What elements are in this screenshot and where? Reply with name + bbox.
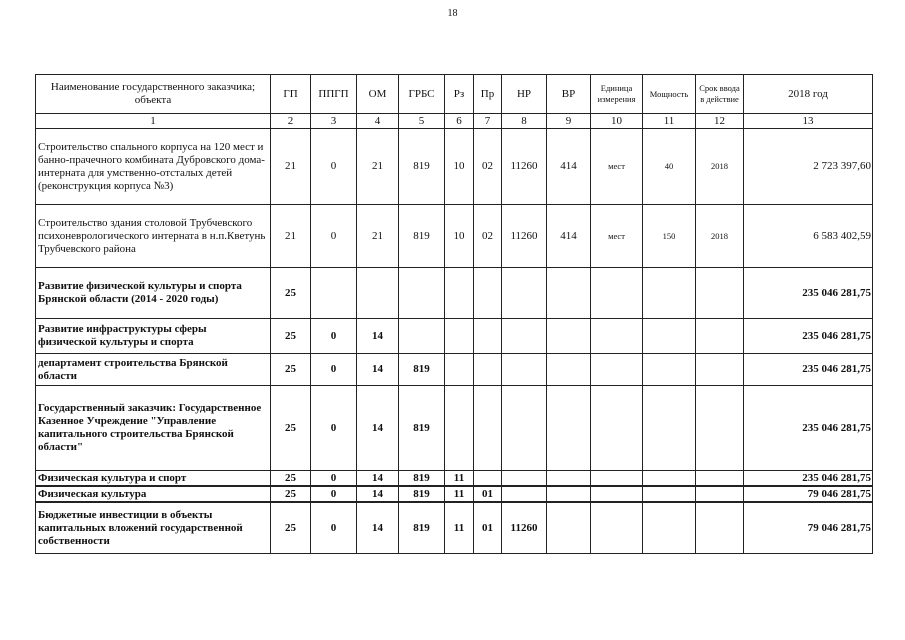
cell-ppgp: 0 [311,386,357,471]
cell-unit [591,486,643,502]
cell-ppgp: 0 [311,502,357,554]
cell-vr: 414 [547,129,591,205]
column-number: 11 [643,114,696,129]
cell-ppgp [311,268,357,319]
cell-vr [547,268,591,319]
column-number: 2 [271,114,311,129]
cell-term [696,486,744,502]
object-name: Бюджетные инвестиции в объекты капитальных вложений государственной собственности [36,502,271,554]
cell-capacity: 150 [643,205,696,268]
cell-term [696,268,744,319]
cell-unit [591,471,643,487]
cell-pr: 01 [474,502,502,554]
cell-rz: 11 [445,502,474,554]
header-unit: Единица измерения [591,75,643,114]
table-row [36,268,873,319]
cell-grbs: 819 [399,205,445,268]
cell-pr: 02 [474,129,502,205]
cell-pr [474,354,502,386]
cell-grbs: 819 [399,502,445,554]
column-number: 10 [591,114,643,129]
cell-rz: 11 [445,486,474,502]
header-vr: ВР [547,75,591,114]
cell-vr: 414 [547,205,591,268]
header-pr: Пр [474,75,502,114]
cell-term [696,319,744,354]
cell-pr [474,471,502,487]
cell-ppgp: 0 [311,129,357,205]
cell-grbs: 819 [399,386,445,471]
table-header-row [36,75,873,114]
cell-capacity [643,354,696,386]
cell-term [696,502,744,554]
table-row [36,354,873,386]
cell-term [696,386,744,471]
cell-grbs: 819 [399,486,445,502]
cell-capacity [643,319,696,354]
cell-nr [502,319,547,354]
cell-grbs [399,319,445,354]
cell-amount: 79 046 281,75 [744,502,873,554]
object-name: Государственный заказчик: Государственное Казенное Учреждение "Управление капитального строительства Брянской области" [36,386,271,471]
object-name: Физическая культура [36,486,271,502]
table-row [36,205,873,268]
cell-amount: 6 583 402,59 [744,205,873,268]
cell-nr [502,486,547,502]
cell-nr [502,386,547,471]
cell-term [696,354,744,386]
cell-ppgp: 0 [311,354,357,386]
object-name: Физическая культура и спорт [36,471,271,487]
cell-term [696,471,744,487]
cell-om: 14 [357,386,399,471]
cell-unit: мест [591,205,643,268]
cell-nr: 11260 [502,205,547,268]
column-number: 9 [547,114,591,129]
column-number-row [36,114,873,129]
header-gp: ГП [271,75,311,114]
cell-vr [547,486,591,502]
cell-amount: 235 046 281,75 [744,268,873,319]
header-year: 2018 год [744,75,873,114]
cell-amount: 2 723 397,60 [744,129,873,205]
header-nr: НР [502,75,547,114]
cell-capacity [643,486,696,502]
cell-pr [474,386,502,471]
object-name: Строительство спального корпуса на 120 мест и банно-прачечного комбината Дубровского дома-интерната для умственно-отсталых детей (реконструкция корпуса №3) [36,129,271,205]
cell-gp: 25 [271,268,311,319]
cell-rz [445,354,474,386]
cell-capacity: 40 [643,129,696,205]
page-number: 18 [447,8,458,19]
cell-vr [547,319,591,354]
cell-capacity [643,502,696,554]
column-number: 3 [311,114,357,129]
cell-om: 14 [357,319,399,354]
object-name: Развитие инфраструктуры сферы физической культуры и спорта [36,319,271,354]
cell-amount: 235 046 281,75 [744,319,873,354]
cell-grbs: 819 [399,354,445,386]
cell-unit [591,319,643,354]
cell-rz [445,319,474,354]
cell-rz [445,268,474,319]
column-number: 6 [445,114,474,129]
column-number: 8 [502,114,547,129]
cell-nr: 11260 [502,129,547,205]
cell-grbs: 819 [399,129,445,205]
header-ppgp: ППГП [311,75,357,114]
cell-nr [502,471,547,487]
cell-nr [502,268,547,319]
cell-gp: 21 [271,129,311,205]
cell-term: 2018 [696,129,744,205]
cell-om: 14 [357,471,399,487]
cell-om [357,268,399,319]
cell-capacity [643,386,696,471]
column-number: 1 [36,114,271,129]
table-row [36,129,873,205]
cell-capacity [643,471,696,487]
cell-amount: 235 046 281,75 [744,471,873,487]
cell-capacity [643,268,696,319]
cell-ppgp: 0 [311,471,357,487]
object-name: Развитие физической культуры и спорта Брянской области (2014 - 2020 годы) [36,268,271,319]
object-name: Строительство здания столовой Трубчевского психоневрологического интерната в н.п.Кветунь Трубчевского района [36,205,271,268]
cell-unit: мест [591,129,643,205]
cell-amount: 235 046 281,75 [744,354,873,386]
cell-ppgp: 0 [311,486,357,502]
cell-pr: 02 [474,205,502,268]
cell-gp: 25 [271,386,311,471]
cell-rz: 10 [445,129,474,205]
cell-gp: 25 [271,486,311,502]
cell-gp: 21 [271,205,311,268]
cell-ppgp: 0 [311,319,357,354]
cell-grbs [399,268,445,319]
table-row [36,319,873,354]
cell-pr: 01 [474,486,502,502]
cell-term: 2018 [696,205,744,268]
cell-om: 14 [357,502,399,554]
cell-nr [502,354,547,386]
header-grbs: ГРБС [399,75,445,114]
cell-om: 14 [357,354,399,386]
cell-unit [591,268,643,319]
cell-vr [547,471,591,487]
cell-rz [445,386,474,471]
header-om: ОМ [357,75,399,114]
table-row [36,486,873,502]
cell-unit [591,354,643,386]
cell-unit [591,502,643,554]
column-number: 7 [474,114,502,129]
column-number: 12 [696,114,744,129]
cell-amount: 235 046 281,75 [744,386,873,471]
cell-vr [547,354,591,386]
table-row [36,471,873,487]
table-row [36,386,873,471]
cell-grbs: 819 [399,471,445,487]
column-number: 5 [399,114,445,129]
object-name: департамент строительства Брянской области [36,354,271,386]
cell-pr [474,268,502,319]
cell-rz: 11 [445,471,474,487]
cell-om: 21 [357,205,399,268]
cell-vr [547,502,591,554]
investment-table [35,74,873,554]
cell-rz: 10 [445,205,474,268]
column-number: 13 [744,114,873,129]
header-rz: Рз [445,75,474,114]
header-name: Наименование государственного заказчика; объекта [36,75,271,114]
header-capacity: Мощность [643,75,696,114]
cell-amount: 79 046 281,75 [744,486,873,502]
cell-nr: 11260 [502,502,547,554]
cell-ppgp: 0 [311,205,357,268]
cell-gp: 25 [271,319,311,354]
table-row [36,502,873,554]
header-term: Срок ввода в действие [696,75,744,114]
cell-om: 21 [357,129,399,205]
cell-om: 14 [357,486,399,502]
cell-pr [474,319,502,354]
cell-unit [591,386,643,471]
cell-gp: 25 [271,471,311,487]
cell-gp: 25 [271,354,311,386]
cell-vr [547,386,591,471]
column-number: 4 [357,114,399,129]
cell-gp: 25 [271,502,311,554]
